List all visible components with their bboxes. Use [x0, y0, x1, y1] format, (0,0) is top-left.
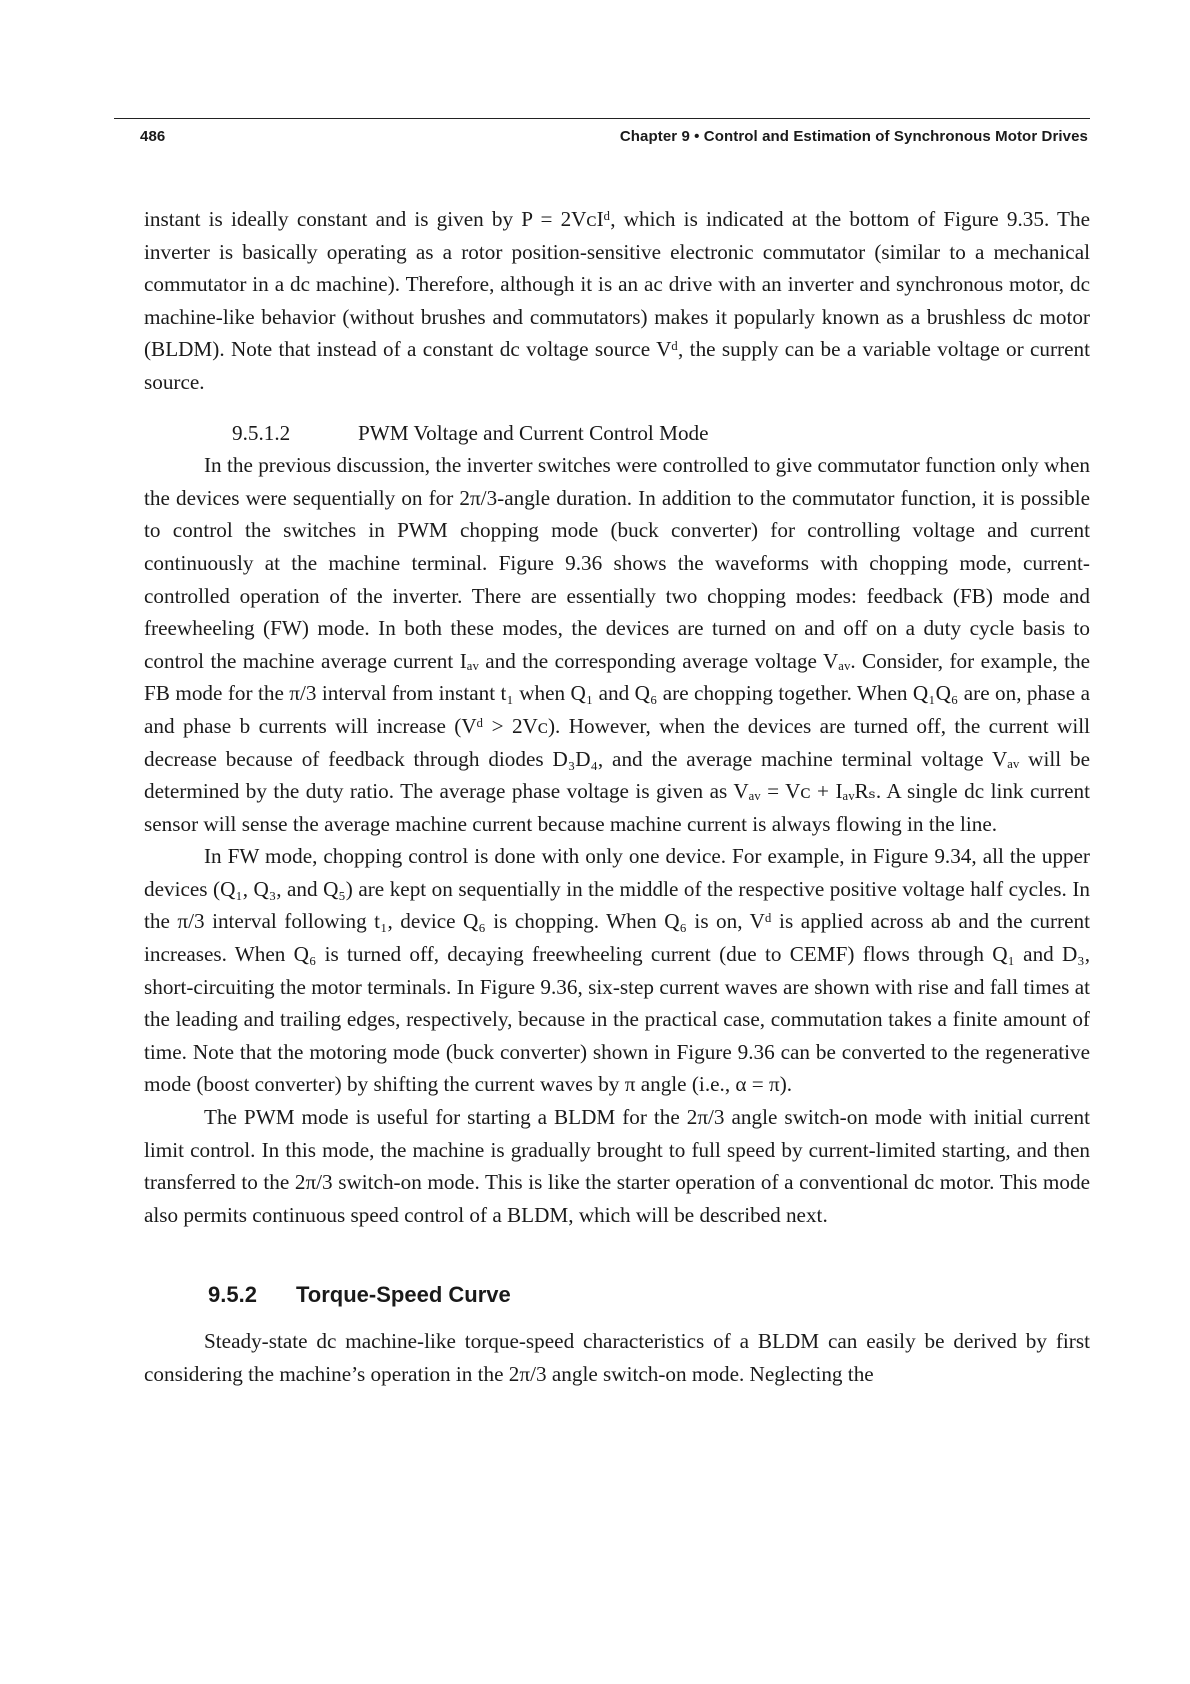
paragraph-2: In the previous discussion, the inverter switches were controlled to give commutator function only when the devices were sequentially on for 2π/3-angle duration. In addition to the commutator function, it is possible to control the switches in PWM chopping mode (buck converter) for controlling voltage and current continuously at the machine terminal. Figure 9.36 shows the waveforms with chopping mode, current-controlled operation of the inverter. There are essentially two chopping modes: feedback (FB) mode and freewheeling (FW) mode. In both these modes, the devices are turned on and off on a duty cycle basis to control the machine average current Iₐᵥ and the corresponding average voltage Vₐᵥ. Consider, for example, the FB mode for the π/3 interval from instant t₁ when Q₁ and Q₆ are chopping together. When Q₁Q₆ are on, phase a and phase b currents will increase (Vᵈ > 2Vᴄ). However, when the devices are turned off, the current will decrease because of feedback through diodes D₃D₄, and the average machine terminal voltage Vₐᵥ will be determined by the duty ratio. The average phase voltage is given as Vₐᵥ = Vᴄ + IₐᵥRₛ. A single dc link current sensor will sense the average machine current because machine current is always flowing in the line.	[144, 453, 1090, 836]
body-text	[144, 203, 1090, 1391]
section-title: Torque-Speed Curve	[296, 1282, 511, 1308]
section-number: 9.5.2	[208, 1282, 257, 1308]
subsubsection-heading	[144, 417, 1090, 450]
header-rule	[114, 118, 1090, 119]
section-heading	[144, 1279, 1090, 1311]
running-header: Chapter 9 • Control and Estimation of Synchronous Motor Drives	[619, 128, 1088, 145]
paragraph-3: In FW mode, chopping control is done with only one device. For example, in Figure 9.34, all the upper devices (Q₁, Q₃, and Q₅) are kept on sequentially in the middle of the respective positive voltage half cycles. In the π/3 interval following t₁, device Q₆ is chopping. When Q₆ is on, Vᵈ is applied across ab and the current increases. When Q₆ is turned off, decaying freewheeling current (due to CEMF) flows through Q₁ and D₃, short-circuiting the motor terminals. In Figure 9.36, six-step current waves are shown with rise and fall times at the leading and trailing edges, respectively, because in the practical case, commutation takes a finite amount of time. Note that the motoring mode (buck converter) shown in Figure 9.36 can be converted to the regenerative mode (boost converter) by shifting the current waves by π angle (i.e., α = π).	[144, 844, 1090, 1097]
paragraph-5: Steady-state dc machine-like torque-speed characteristics of a BLDM can easily be derived by first considering the machine’s operation in the 2π/3 angle switch-on mode. Neglecting the	[144, 1329, 1090, 1386]
paragraph-4: The PWM mode is useful for starting a BLDM for the 2π/3 angle switch-on mode with initial current limit control. In this mode, the machine is gradually brought to full speed by current-limited starting, and then transferred to the 2π/3 switch-on mode. This is like the starter operation of a conventional dc motor. This mode also permits continuous speed control of a BLDM, which will be described next.	[144, 1105, 1090, 1227]
subsubsection-title: PWM Voltage and Current Control Mode	[358, 420, 709, 445]
paragraph-1: instant is ideally constant and is given by P = 2VᴄIᵈ, which is indicated at the bottom of Figure 9.35. The inverter is basically operating as a rotor position-sensitive electronic commutator (similar to a mechanical commutator in a dc machine). Therefore, although it is an ac drive with an inverter and synchronous motor, dc machine-like behavior (without brushes and commutators) makes it popularly known as a brushless dc motor (BLDM). Note that instead of a constant dc voltage source Vᵈ, the supply can be a variable voltage or current source.	[144, 207, 1090, 394]
page-number: 486	[140, 128, 166, 145]
subsubsection-number: 9.5.1.2	[232, 420, 291, 445]
